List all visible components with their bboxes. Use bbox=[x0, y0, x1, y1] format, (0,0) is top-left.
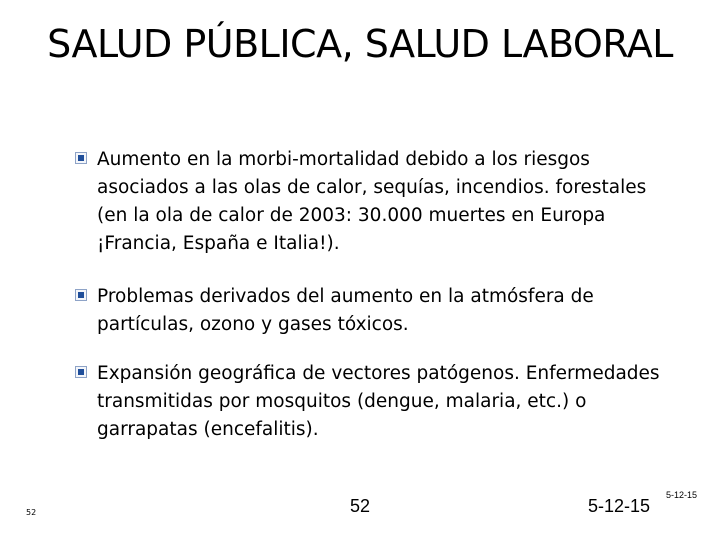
bullet-text: Problemas derivados del aumento en la atmósfera de partículas, ozono y gases tóxicos. bbox=[97, 286, 594, 335]
bullet-text: Aumento en la morbi-mortalidad debido a los riesgos asociados a las olas de calor, sequías, incendios. forestales (en la ola de calor de 2003: 30.000 muertes en Europa ¡Francia, España e Italia!). bbox=[97, 149, 647, 254]
footer-date-small: 5-12-15 bbox=[666, 490, 698, 500]
bullet-item bbox=[75, 146, 675, 258]
slide-number: 52 bbox=[350, 496, 371, 516]
checkbox-bullet-icon bbox=[75, 366, 87, 378]
slide-title: SALUD PÚBLICA, SALUD LABORAL bbox=[47, 22, 673, 66]
bullet-text: Expansión geográfica de vectores patógenos. Enfermedades transmitidas por mosquitos (dengue, malaria, etc.) o garrapatas (encefalitis). bbox=[97, 363, 660, 440]
checkbox-bullet-icon bbox=[75, 152, 87, 164]
checkbox-bullet-icon bbox=[75, 289, 87, 301]
bullet-item bbox=[75, 360, 675, 444]
slide-number-small: 52 bbox=[26, 508, 37, 517]
footer-date: 5-12-15 bbox=[588, 496, 651, 516]
bullet-item bbox=[75, 283, 675, 339]
